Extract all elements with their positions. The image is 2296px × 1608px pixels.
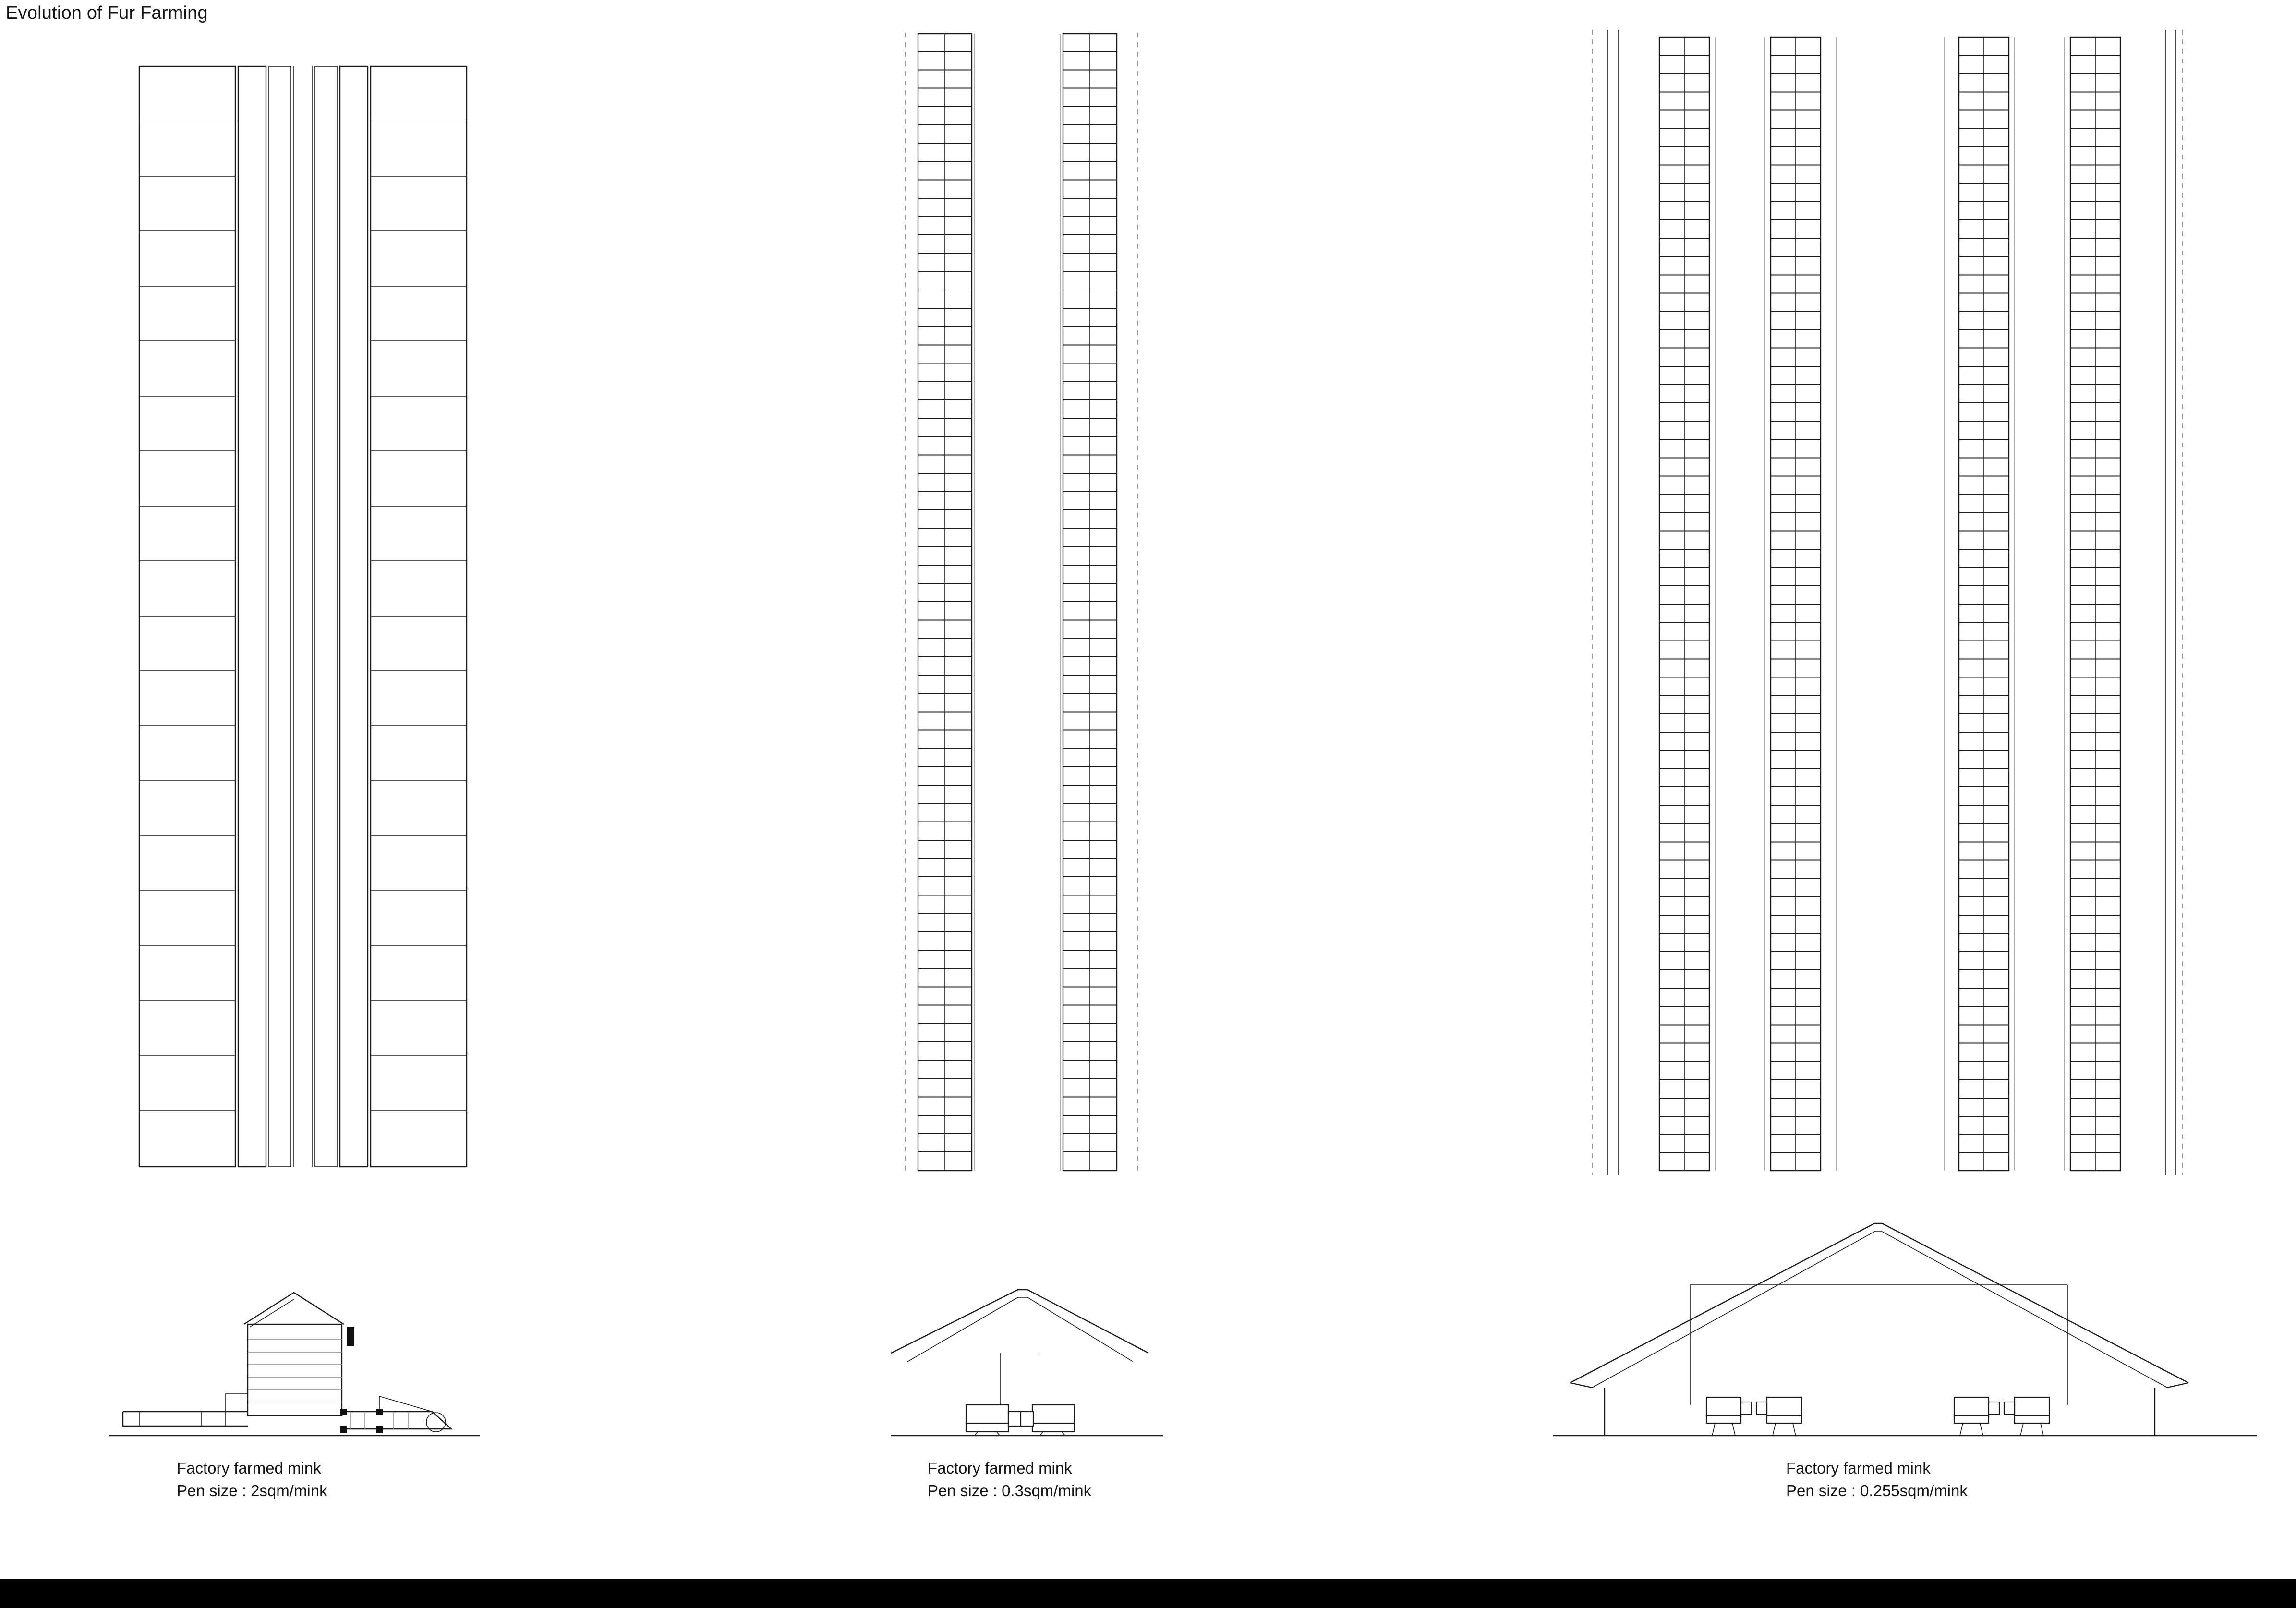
cage-row-2-cells bbox=[1771, 37, 1821, 1171]
caption-2000s bbox=[928, 1457, 1091, 1502]
panel-2000s bbox=[749, 0, 1498, 1499]
plan-2000s-svg bbox=[749, 0, 1498, 1200]
section-2000s-svg bbox=[749, 1268, 1498, 1460]
caption-1940s bbox=[177, 1457, 327, 1502]
caption-2000s-line1: Factory farmed mink bbox=[928, 1459, 1072, 1477]
plan-1940s bbox=[0, 0, 749, 1200]
section-2000s bbox=[749, 1268, 1498, 1460]
caption-1940s-line2: Pen size : 2sqm/mink bbox=[177, 1481, 327, 1499]
cage-unit-1 bbox=[1706, 1397, 1752, 1436]
cage-row-3-cells bbox=[1959, 37, 2009, 1171]
caption-2000s-line2: Pen size : 0.3sqm/mink bbox=[928, 1481, 1092, 1499]
plan-2022 bbox=[1498, 0, 2296, 1200]
plan-2000s bbox=[749, 0, 1498, 1200]
cage-row-1-cells bbox=[1659, 37, 1709, 1171]
panel-2022 bbox=[1498, 0, 2296, 1499]
walkway-centre bbox=[294, 66, 312, 1167]
section-2022-svg bbox=[1498, 1172, 2296, 1460]
cage-row-right-cells bbox=[1063, 34, 1117, 1171]
cage-unit-2 bbox=[1756, 1397, 1801, 1436]
caption-2022 bbox=[1786, 1457, 1968, 1502]
service-strip-right bbox=[315, 66, 368, 1167]
caption-2022-line2: Pen size : 0.255sqm/mink bbox=[1786, 1481, 1968, 1499]
plan-1940s-svg bbox=[0, 0, 749, 1200]
cage-row-left-cells bbox=[918, 34, 972, 1171]
plan-2022-svg bbox=[1498, 0, 2296, 1200]
page-title: Evolution of Fur Farming bbox=[6, 3, 208, 23]
footer-bar bbox=[0, 1579, 2296, 1608]
cage-unit-3 bbox=[1954, 1397, 1999, 1436]
cage-unit-4 bbox=[2004, 1397, 2049, 1436]
panel-1940s bbox=[0, 0, 749, 1499]
section-1940s-svg bbox=[0, 1268, 749, 1460]
caption-2022-line1: Factory farmed mink bbox=[1786, 1459, 1931, 1477]
caption-1940s-line1: Factory farmed mink bbox=[177, 1459, 321, 1477]
section-1940s bbox=[0, 1268, 749, 1460]
pen-row-right bbox=[371, 66, 467, 1167]
service-strip-left bbox=[238, 66, 291, 1167]
section-2022 bbox=[1498, 1172, 2296, 1460]
cage-row-4-cells bbox=[2070, 37, 2120, 1171]
pen-row-left bbox=[139, 66, 235, 1167]
